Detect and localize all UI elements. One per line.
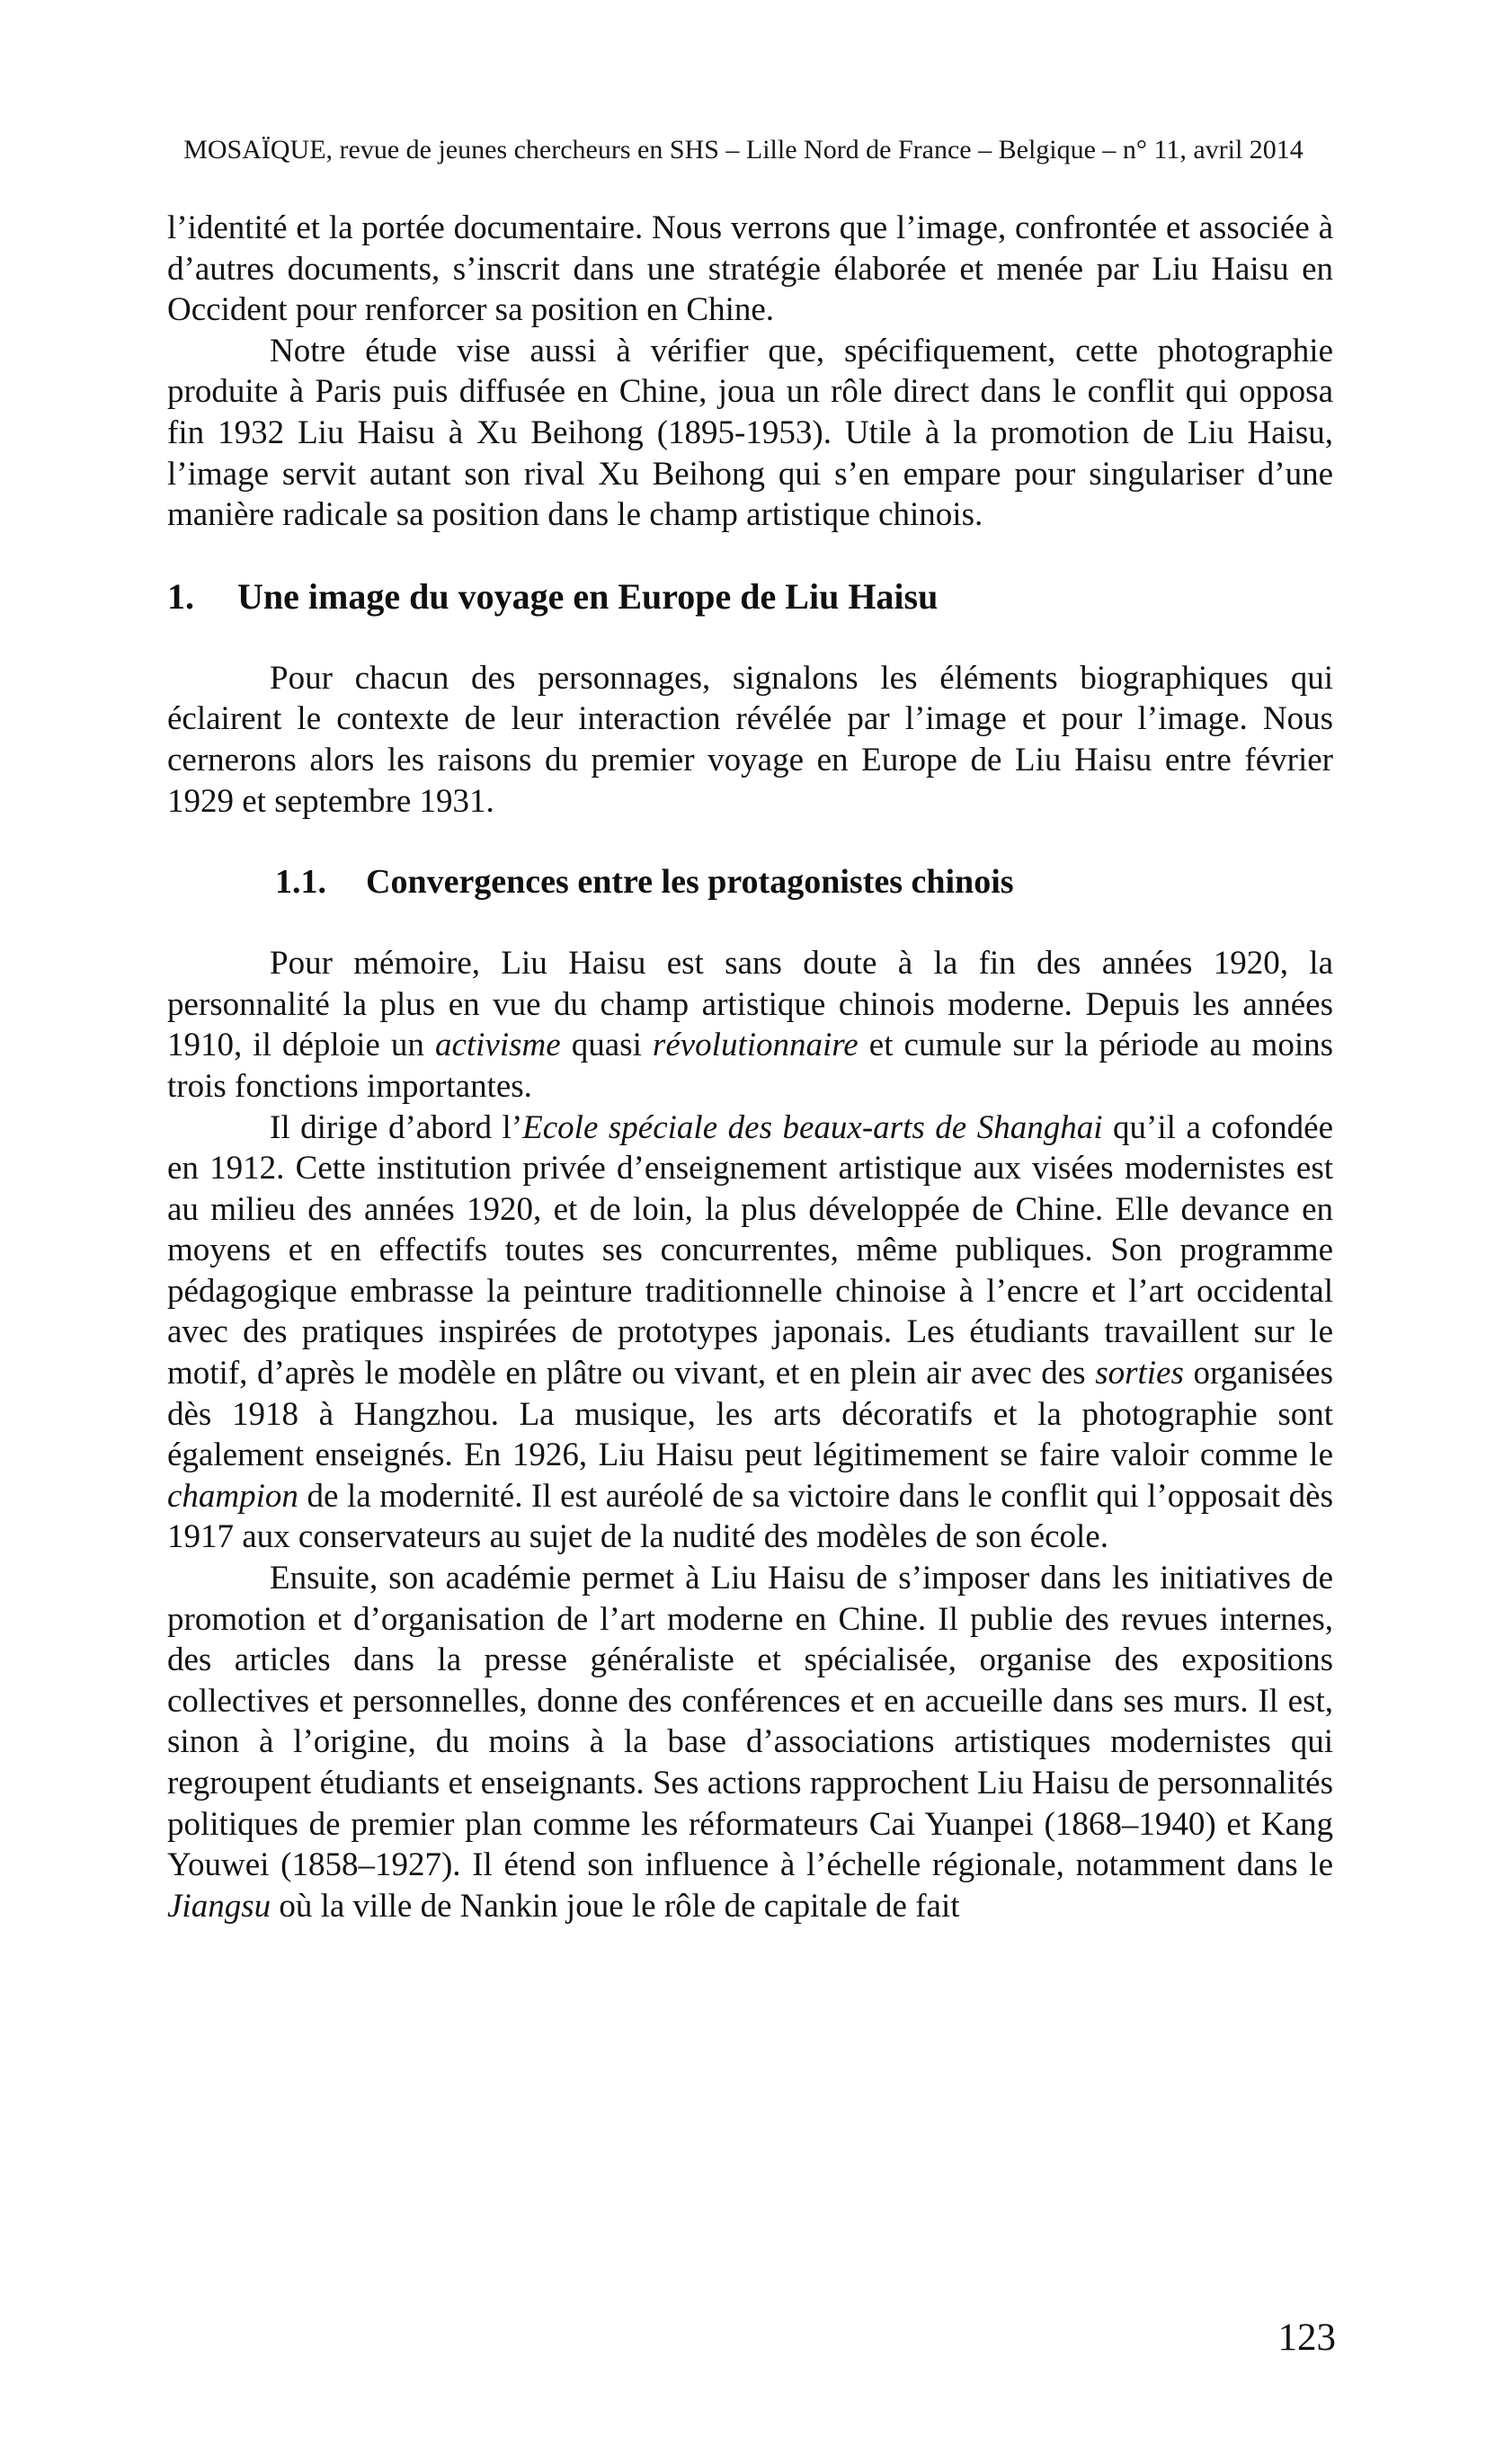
text-run: Pour chacun des personnages, signalons les éléments biographiques qui éclairent le contexte de leur interaction révélée par l’image et pour l’image. Nous cernerons alors les raisons du premier voyage en Europe de Liu Haisu entre février 1929 et septembre 1931.: [167, 659, 1333, 820]
section-heading: [167, 575, 1333, 618]
paragraph: [167, 943, 1333, 1107]
italic-text-run: champion: [167, 1477, 298, 1515]
page-number: 123: [1277, 2317, 1336, 2359]
article-body: [167, 208, 1333, 1926]
italic-text-run: activisme: [434, 1027, 561, 1064]
heading-text: Convergences entre les protagonistes chinois: [366, 863, 1014, 902]
text-run: Notre étude vise aussi à vérifier que, spécifiquement, cette photographie produite à Paris puis diffusée en Chine, joua un rôle direct dans le conflit qui opposa fin 1932 Liu Haisu à Xu Beihong (1895-1953). Utile à la promotion de Liu Haisu, l’image servit autant son rival Xu Beihong qui s’en empare pour singulariser d’une manière radicale sa position dans le champ artistique chinois.: [167, 332, 1333, 534]
text-run: quasi: [560, 1027, 653, 1064]
text-run: où la ville de Nankin joue le rôle de capitale de fait: [271, 1887, 960, 1925]
text-run: qu’il a cofondée en 1912. Cette institution privée d’enseignement artistique aux visées modernistes est au milieu des années 1920, et de loin, la plus développée de Chine. Elle devance en moyens et en effectifs toutes ses concurrentes, même publiques. Son programme pédagogique embrasse la peinture traditionnelle chinoise à l’encre et l’art occidental avec des pratiques inspirées de prototypes japonais. Les étudiants travaillent sur le motif, d’après le modèle en plâtre ou vivant, et en plein air avec des: [167, 1108, 1333, 1392]
text-run: Il dirige d’abord l’: [270, 1108, 523, 1146]
heading-number: 1.1.: [275, 863, 326, 902]
paragraph: [167, 658, 1333, 822]
paragraph: [167, 1558, 1333, 1926]
text-run: Pour mémoire, Liu Haisu est sans doute à la fin des années 1920, la personnalité la plus en vue du champ artistique chinois moderne. Depuis les années 1910, il déploie un: [167, 945, 1333, 1064]
paragraph: [167, 331, 1333, 536]
text-run: Ensuite, son académie permet à Liu Haisu de s’imposer dans les initiatives de promotion et d’organisation de l’art moderne en Chine. Il publie des revues internes, des articles dans la presse généraliste et spécialisée, organise des expositions collectives et personnelles, donne des conférences et en accueille dans ses murs. Il est, sinon à l’origine, du moins à la base d’associations artistiques modernistes qui regroupent étudiants et enseignants. Ses actions rapprochent Liu Haisu de personnalités politiques de premier plan comme les réformateurs Cai Yuanpei (1868–1940) et Kang Youwei (1858–1927). Il étend son influence à l’échelle régionale, notamment dans le: [167, 1560, 1333, 1884]
text-run: et cumule sur la période au moins trois fonctions importantes.: [167, 1027, 1334, 1105]
text-run: l’identité et la portée documentaire. Nous verrons que l’image, confrontée et associée à d’autres documents, s’inscrit dans une stratégie élaborée et menée par Liu Haisu en Occident pour renforcer sa position en Chine.: [167, 209, 1333, 329]
heading-number: 1.: [167, 575, 194, 617]
paragraph: [167, 208, 1333, 331]
italic-text-run: révolutionnaire: [652, 1027, 859, 1064]
italic-text-run: Ecole spéciale des beaux-arts de Shanghai: [522, 1108, 1103, 1146]
running-head: MOSAÏQUE, revue de jeunes chercheurs en SHS – Lille Nord de France – Belgique – n° 11, avril 2014: [183, 135, 1304, 165]
paragraph: [167, 1107, 1333, 1559]
italic-text-run: Jiangsu: [167, 1887, 271, 1925]
heading-text: Une image du voyage en Europe de Liu Haisu: [237, 575, 939, 617]
subsection-heading: [275, 861, 1333, 903]
italic-text-run: sorties: [1095, 1355, 1184, 1392]
text-run: de la modernité. Il est auréolé de sa victoire dans le conflit qui l’opposait dès 1917 aux conservateurs au sujet de la nudité des modèles de son école.: [167, 1477, 1333, 1556]
text-run: organisées dès 1918 à Hangzhou. La musique, les arts décoratifs et la photographie sont également enseignés. En 1926, Liu Haisu peut légitimement se faire valoir comme le: [167, 1355, 1333, 1474]
